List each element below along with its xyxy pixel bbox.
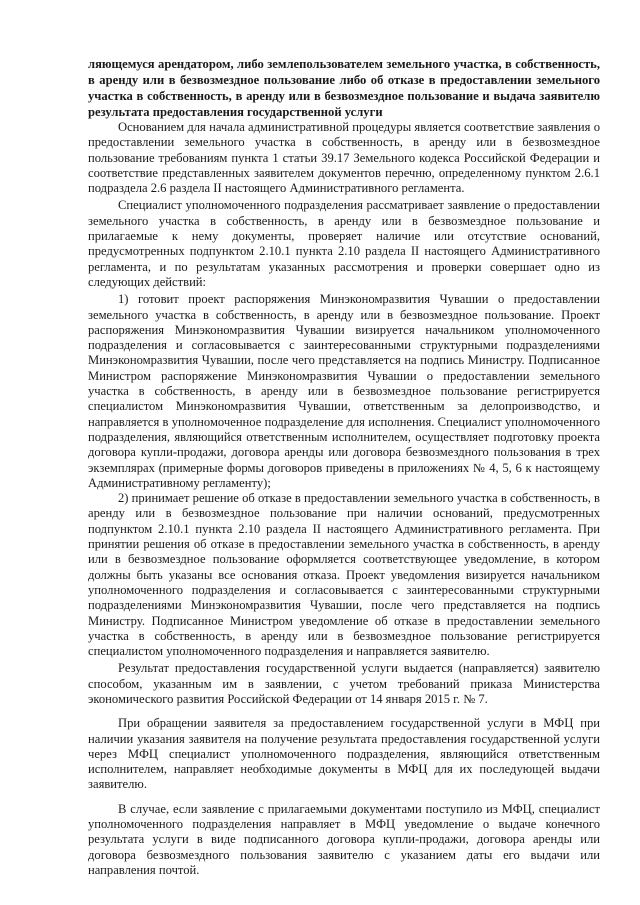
section-heading: ляющемуся арендатором, либо землепользователем земельного участка, в собственность, в аренду или в безвозмездное пользование либо об отказе в предоставлении земельного участка в собственность, в аренду или в безвозмездное пользование и выдача заявителю результата предоставления государственной услуги — [88, 57, 600, 119]
paragraph-review: Специалист уполномоченного подразделения рассматривает заявление о предоставлении земельного участка в собственность, в аренду или в безвозмездное пользование и прилагаемые к нему документы, проверяет наличие или отсутствие оснований, предусмотренных подпунктом 2.10.1 пункта 2.10 раздела II настоящего Административного регламента, и по результатам указанных рассмотрения и проверки совершает одно из следующих действий: — [88, 198, 600, 289]
paragraph-result-delivery: Результат предоставления государственной услуги выдается (направляется) заявителю способом, указанным им в заявлении, с учетом требований приказа Министерства экономического развития Российской Федерации от 14 января 2015 г. № 7. — [88, 661, 600, 706]
paragraph-action-2: 2) принимает решение об отказе в предоставлении земельного участка в собственность, в аренду или в безвозмездное пользование при наличии оснований, предусмотренных подпунктом 2.10.1 пункта 2.10 раздела II настоящего Административного регламента. При принятии решения об отказе в предоставлении земельного участка в собственность, в аренду или в безвозмездное пользование оформляется соответствующее уведомление, в котором должны быть указаны все основания отказа. Проект уведомления визируется начальником уполномоченного подразделения и согласовывается с заинтересованными структурными подразделениями Минэкономразвития Чувашии, после чего представляется на подпись Министру. Подписанное Министром уведомление об отказе в предоставлении земельного участка в собственность, в аренду или в безвозмездное пользование регистрируется специалистом уполномоченного подразделения и направляется заявителю. — [88, 491, 600, 659]
paragraph-mfc-request: При обращении заявителя за предоставлением государственной услуги в МФЦ при наличии указания заявителя на получение результата предоставления государственной услуги через МФЦ специалист уполномоченного подразделения, являющийся ответственным исполнителем, направляет необходимые документы в МФЦ для их последующей выдачи заявителю. — [88, 716, 600, 792]
document-page — [88, 56, 600, 878]
paragraph-basis: Основанием для начала административной процедуры является соответствие заявления о предоставлении земельного участка в собственность, в аренду или в безвозмездное пользование требованиям пункта 1 статьи 39.17 Земельного кодекса Российской Федерации и соответствие представленных заявителем документов перечню, определенному пунктом 2.6.1 подраздела 2.6 раздела II настоящего Административного регламента. — [88, 120, 600, 196]
paragraph-mfc-notice: В случае, если заявление с прилагаемыми документами поступило из МФЦ, специалист уполномоченного подразделения направляет в МФЦ уведомление о выдаче конечного результата услуги в виде подписанного договора купли-продажи, договора аренды или договора безвозмездного пользования заявителю с указанием даты его выдачи или направления почтой. — [88, 801, 600, 877]
paragraph-action-1: 1) готовит проект распоряжения Минэкономразвития Чувашии о предоставлении земельного участка в собственность, в аренду или в безвозмездное пользование. Проект распоряжения Минэкономразвития Чувашии визируется начальником уполномоченного подразделения и согласовывается с заинтересованными структурными подразделениями Минэкономразвития Чувашии, после чего представляется на подпись Министру. Подписанное Министром распоряжение Минэкономразвития Чувашии о предоставлении земельного участка в собственность, в аренду или в безвозмездное пользование регистрируется специалистом Минэкономразвития Чувашии, ответственным за делопроизводство, и направляется в уполномоченное подразделение для исполнения. Специалист уполномоченного подразделения, являющийся ответственным исполнителем, осуществляет подготовку проекта договора купли-продажи, договора аренды или договора безвозмездного пользования в трех экземплярах (примерные формы договоров приведены в приложениях № 4, 5, 6 к настоящему Административному регламенту); — [88, 292, 600, 490]
